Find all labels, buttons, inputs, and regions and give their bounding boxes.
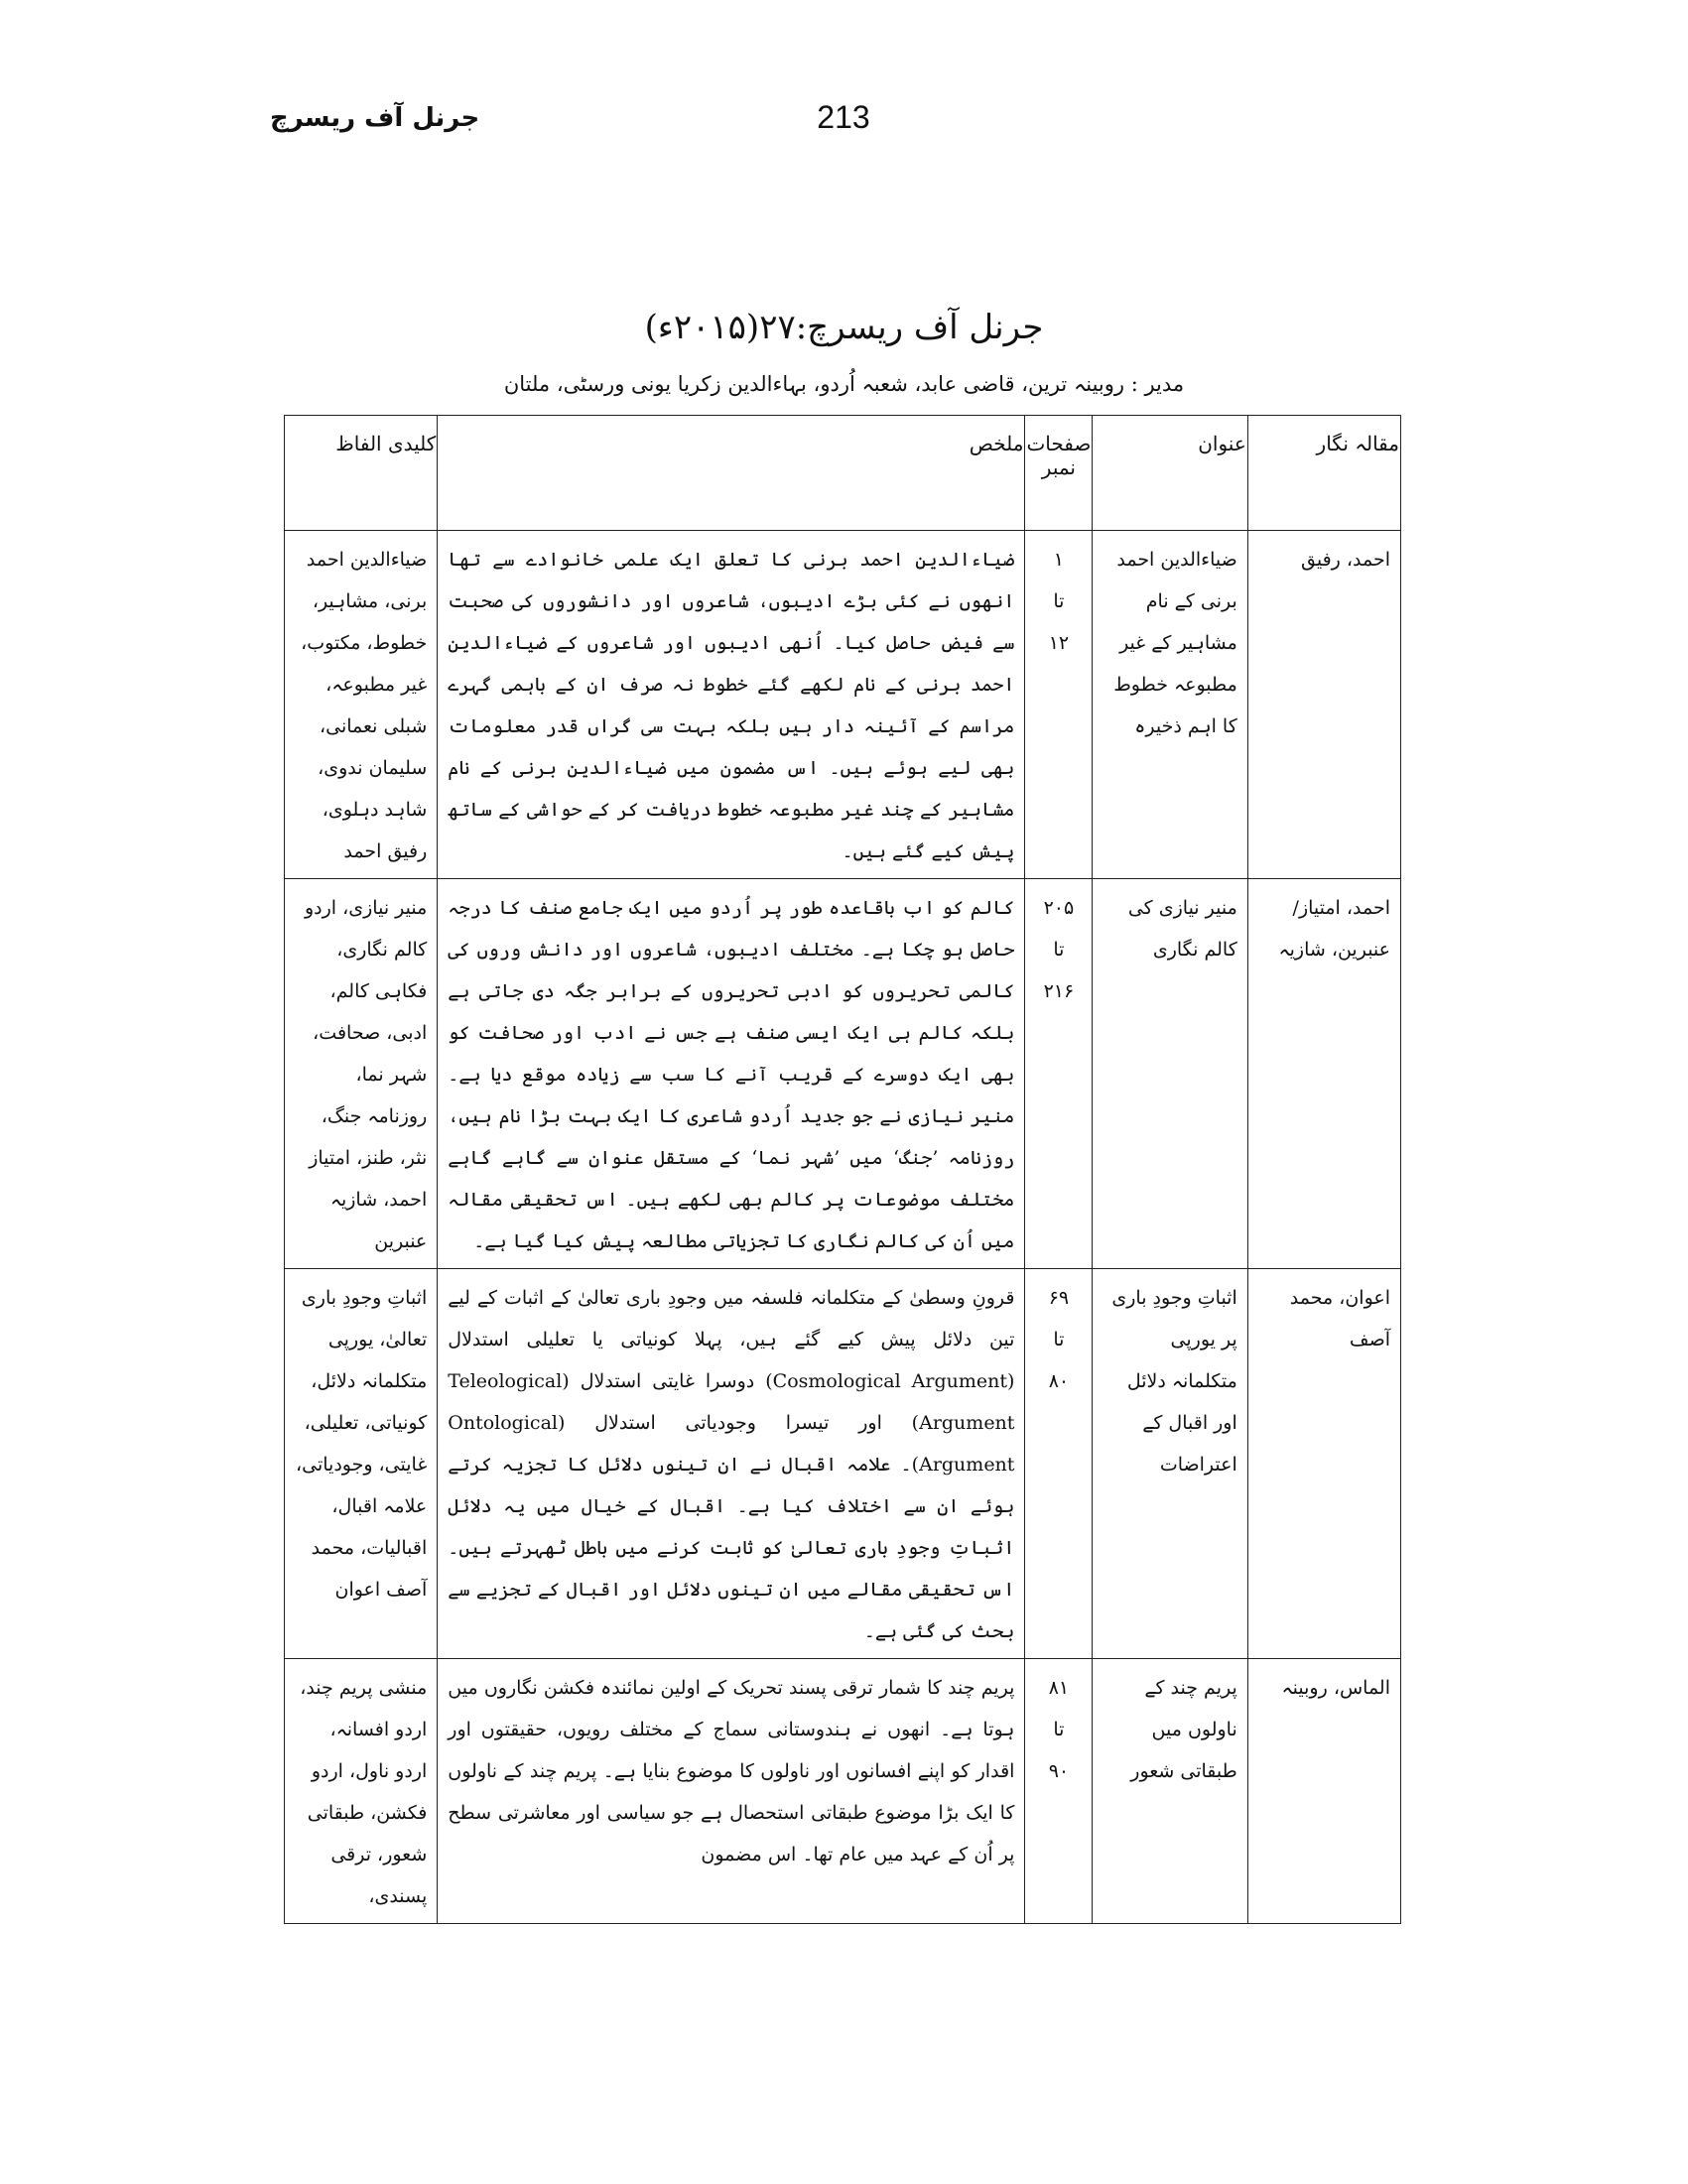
table-header-row — [285, 416, 1401, 531]
page-separator: تا — [1053, 1719, 1065, 1740]
page-to: ۱۲ — [1048, 632, 1070, 654]
pages-cell — [1025, 879, 1093, 1269]
page-separator: تا — [1053, 590, 1065, 612]
keywords-cell: منیر نیازی، اردو کالم نگاری، فکاہی کالم، ادبی، صحافت، شہر نما، روزنامہ جنگ، نثر، طنز، امتیاز احمد، شازیہ عنبرین — [285, 879, 438, 1269]
pages-cell — [1025, 531, 1093, 879]
page-separator: تا — [1053, 1329, 1065, 1350]
keywords-cell: منشی پریم چند، اردو افسانہ، اردو ناول، اردو فکشن، طبقاتی شعور، ترقی پسندی، — [285, 1659, 438, 1924]
abstract-cell: قرونِ وسطیٰ کے متکلمانہ فلسفہ میں وجودِ باری تعالیٰ کے اثبات کے لیے تین دلائل پیش کیے گئے ہیں، پہلا کونیاتی یا تعلیلی استدلال (Cosmological Argument) دوسرا غایتی استدلال (Teleological Argument) اور تیسرا وجودیاتی استدلال (Ontological Argument)۔ علامہ اقبال نے ان تینوں دلائل کا تجزیہ کرتے ہوئے ان سے اختلاف کیا ہے۔ اقبال کے خیال میں یہ دلائل اثباتِ وجودِ باری تعالیٰ کو ثابت کرنے میں باطل ٹھہرتے ہیں۔ اس تحقیقی مقالے میں ان تینوں دلائل اور اقبال کے تجزیے سے بحث کی گئی ہے۔ — [438, 1269, 1025, 1659]
pages-cell — [1025, 1269, 1093, 1659]
editor-line: مدیر : روبینہ ترین، قاضی عابد، شعبہ اُردو، بہاءالدین زکریا یونی ورسٹی، ملتان — [503, 372, 1185, 396]
document-title: جرنل آف ریسرچ:۲۷(۲۰۱۵ء) — [644, 308, 1044, 347]
abstract-cell: ضیاءالدین احمد برنی کا تعلق ایک علمی خانوادے سے تھا انھوں نے کئی بڑے ادیبوں، شاعروں اور دانشوروں کی صحبت سے فیض حاصل کیا۔ اُنھی ادیبوں اور شاعروں کے ضیاءالدین احمد برنی کے نام لکھے گئے خطوط نہ صرف ان کے باہمی گہرے مراسم کے آئینہ دار ہیں بلکہ بہت سی گراں قدر معلومات بھی لیے ہوئے ہیں۔ اس مضمون میں ضیاءالدین برنی کے نام مشاہیر کے چند غیر مطبوعہ خطوط دریافت کر کے حواشی کے ساتھ پیش کیے گئے ہیں۔ — [438, 531, 1025, 879]
title-cell: اثباتِ وجودِ باری پر یورپی متکلمانہ دلائل اور اقبال کے اعتراضات — [1093, 1269, 1247, 1659]
author-cell: اعوان، محمد آصف — [1247, 1269, 1400, 1659]
title-cell: ضیاءالدین احمد برنی کے نام مشاہیر کے غیر مطبوعہ خطوط کا اہم ذخیرہ — [1093, 531, 1247, 879]
page-to: ۲۱۶ — [1043, 980, 1075, 1002]
keywords-cell: ضیاءالدین احمد برنی، مشاہیر، خطوط، مکتوب، غیر مطبوعہ، شبلی نعمانی، سلیمان ندوی، شاہد دہلوی، رفیق احمد — [285, 531, 438, 879]
title-cell: منیر نیازی کی کالم نگاری — [1093, 879, 1247, 1269]
header-title: عنوان — [1093, 416, 1247, 531]
abstract-cell: پریم چند کا شمار ترقی پسند تحریک کے اولین نمائندہ فکشن نگاروں میں ہوتا ہے۔ انھوں نے ہندوستانی سماج کے مختلف رویوں، حقیقتوں اور اقدار کو اپنے افسانوں اور ناولوں کا موضوع بنایا ہے۔ پریم چند کے ناولوں کا ایک بڑا موضوع طبقاتی استحصال ہے جو سیاسی اور معاشرتی سطح پر اُن کے عہد میں عام تھا۔ اس مضمون — [438, 1659, 1025, 1924]
author-cell: احمد، امتیاز/ عنبرین، شازیہ — [1247, 879, 1400, 1269]
author-cell: الماس، روبینہ — [1247, 1659, 1400, 1924]
page-separator: تا — [1053, 939, 1065, 961]
table-row — [285, 1659, 1401, 1924]
page-to: ۹۰ — [1048, 1760, 1070, 1782]
header-abstract: ملخص — [438, 416, 1025, 531]
articles-table — [284, 415, 1401, 1924]
keywords-cell: اثباتِ وجودِ باری تعالیٰ، یورپی متکلمانہ دلائل، کونیاتی، تعلیلی، غایتی، وجودیاتی، علامہ اقبال، اقبالیات، محمد آصف اعوان — [285, 1269, 438, 1659]
header-author: مقالہ نگار — [1247, 416, 1400, 531]
abstract-cell: کالم کو اب باقاعدہ طور پر اُردو میں ایک جامع صنف کا درجہ حاصل ہو چکا ہے۔ مختلف ادیبوں، شاعروں اور دانش وروں کی کالمی تحریروں کو ادبی تحریروں کے برابر جگہ دی جاتی ہے بلکہ کالم ہی ایک ایسی صنف ہے جس نے ادب اور صحافت کو بھی ایک دوسرے کے قریب آنے کا سب سے زیادہ موقع دیا ہے۔ منیر نیازی نے جو جدید اُردو شاعری کا ایک بہت بڑا نام ہیں، روزنامہ ’جنگ‘ میں ’شہر نما‘ کے مستقل عنوان سے گاہے گاہے مختلف موضوعات پر کالم بھی لکھے ہیں۔ اس تحقیقی مقالہ میں اُن کی کالم نگاری کا تجزیاتی مطالعہ پیش کیا گیا ہے۔ — [438, 879, 1025, 1269]
running-title: جرنل آف ریسرچ — [270, 103, 480, 133]
pages-cell — [1025, 1659, 1093, 1924]
page-from: ۶۹ — [1048, 1287, 1070, 1309]
page-from: ۸۱ — [1048, 1677, 1070, 1699]
page-from: ۲۰۵ — [1043, 897, 1075, 919]
header-pages: صفحات نمبر — [1025, 416, 1093, 531]
table-row — [285, 531, 1401, 879]
header-keywords: کلیدی الفاظ — [285, 416, 438, 531]
author-cell: احمد، رفیق — [1247, 531, 1400, 879]
page-from: ۱ — [1053, 549, 1065, 571]
title-cell: پریم چند کے ناولوں میں طبقاتی شعور — [1093, 1659, 1247, 1924]
page-to: ۸۰ — [1048, 1370, 1070, 1392]
table-row — [285, 879, 1401, 1269]
page-number: 213 — [817, 99, 870, 135]
table-row — [285, 1269, 1401, 1659]
